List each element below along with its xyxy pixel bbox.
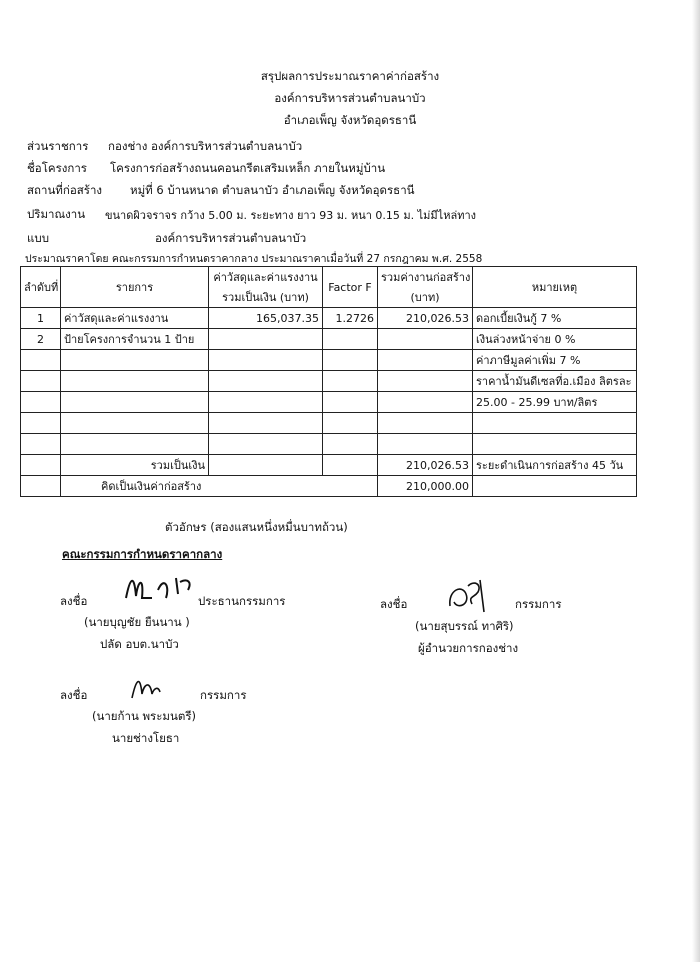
header-cost-line1: ค่าวัสดุและค่าแรงงาน bbox=[209, 267, 323, 288]
table-row: 1 ค่าวัสดุและค่าแรงงาน 165,037.35 1.2726 210,026.53 ดอกเบี้ยเงินกู้ 7 % bbox=[21, 308, 637, 329]
agency-value: กองช่าง องค์การบริหารส่วนตำบลนาบัว bbox=[108, 139, 303, 153]
sig1-label: ลงชื่อ bbox=[60, 594, 88, 608]
table-row: 25.00 - 25.99 บาท/ลิตร bbox=[21, 392, 637, 413]
header-total-line2: (บาท) bbox=[378, 287, 473, 308]
doc-org: องค์การบริหารส่วนตำบลนาบัว bbox=[274, 91, 426, 105]
sig1-role: ประธานกรรมการ bbox=[198, 594, 286, 608]
amount-in-words: ตัวอักษร (สองแสนหนึ่งหมื่นบาทถ้วน) bbox=[165, 520, 348, 534]
estimate-line: ประมาณราคาโดย คณะกรรมการกำหนดราคากลาง ประมาณราคาเมื่อวันที่ 27 กรกฎาคม พ.ศ. 2558 bbox=[25, 253, 483, 265]
estimate-table bbox=[20, 266, 637, 497]
signature-1-scribble bbox=[118, 568, 208, 608]
quantity-label: ปริมาณงาน bbox=[27, 207, 86, 221]
table-row bbox=[21, 413, 637, 434]
sum-label: รวมเป็นเงิน bbox=[61, 455, 209, 476]
header-item: รายการ bbox=[61, 267, 209, 308]
table-row: 2 ป้ายโครงการจำนวน 1 ป้าย เงินล่วงหน้าจ่าย 0 % bbox=[21, 329, 637, 350]
location-value: หมู่ที่ 6 บ้านหนาด ตำบลนาบัว อำเภอเพ็ญ จังหวัดอุดรธานี bbox=[130, 183, 415, 197]
project-label: ชื่อโครงการ bbox=[27, 161, 87, 175]
header-no: ลำดับที่ bbox=[21, 267, 61, 308]
header-factor: Factor F bbox=[323, 267, 378, 308]
project-value: โครงการก่อสร้างถนนคอนกรีตเสริมเหล็ก ภายในหมู่บ้าน bbox=[110, 161, 386, 175]
sig3-name: (นายก้าน พระมนตรี) bbox=[92, 709, 196, 723]
quantity-value: ขนาดผิวจราจร กว้าง 5.00 ม. ระยะทาง ยาว 93 ม. หนา 0.15 ม. ไม่มีไหล่ทาง bbox=[105, 209, 477, 222]
signature-2-scribble bbox=[440, 576, 500, 618]
sig2-position: ผู้อำนวยการกองช่าง bbox=[418, 641, 519, 655]
location-label: สถานที่ก่อสร้าง bbox=[27, 183, 103, 197]
sig2-role: กรรมการ bbox=[515, 597, 562, 611]
design-label: แบบ bbox=[27, 231, 50, 245]
header-total-line1: รวมค่างานก่อสร้าง bbox=[378, 267, 473, 288]
header-cost-line2: รวมเป็นเงิน (บาท) bbox=[209, 287, 323, 308]
design-value: องค์การบริหารส่วนตำบลนาบัว bbox=[155, 231, 307, 245]
final-row bbox=[21, 476, 637, 497]
doc-district: อำเภอเพ็ญ จังหวัดอุดรธานี bbox=[283, 113, 417, 127]
table-row: ค่าภาษีมูลค่าเพิ่ม 7 % bbox=[21, 350, 637, 371]
sig3-position: นายช่างโยธา bbox=[112, 731, 180, 745]
signature-3-scribble bbox=[126, 670, 166, 704]
committee-title: คณะกรรมการกำหนดราคากลาง bbox=[62, 547, 223, 561]
sig1-position: ปลัด อบต.นาบัว bbox=[100, 637, 179, 651]
sig2-label: ลงชื่อ bbox=[380, 597, 408, 611]
sum-remark: ระยะดำเนินการก่อสร้าง 45 วัน bbox=[473, 455, 637, 476]
scan-edge bbox=[692, 0, 700, 962]
doc-title: สรุปผลการประมาณราคาค่าก่อสร้าง bbox=[260, 69, 440, 83]
agency-label: ส่วนราชการ bbox=[27, 139, 89, 153]
sig1-name: (นายบุญชัย ยืนนาน ) bbox=[84, 615, 190, 629]
header-remark: หมายเหตุ bbox=[473, 267, 637, 308]
sig3-role: กรรมการ bbox=[200, 688, 247, 702]
final-total: 210,000.00 bbox=[378, 476, 473, 497]
sum-total: 210,026.53 bbox=[378, 455, 473, 476]
final-label: คิดเป็นเงินค่าก่อสร้าง bbox=[61, 476, 378, 497]
table-row bbox=[21, 434, 637, 455]
table-row: ราคาน้ำมันดีเซลที่อ.เมือง ลิตรละ bbox=[21, 371, 637, 392]
sig2-name: (นายสุบรรณ์ ทาศิริ) bbox=[415, 619, 514, 633]
table-header-row bbox=[21, 267, 637, 288]
sum-row bbox=[21, 455, 637, 476]
sig3-label: ลงชื่อ bbox=[60, 688, 88, 702]
